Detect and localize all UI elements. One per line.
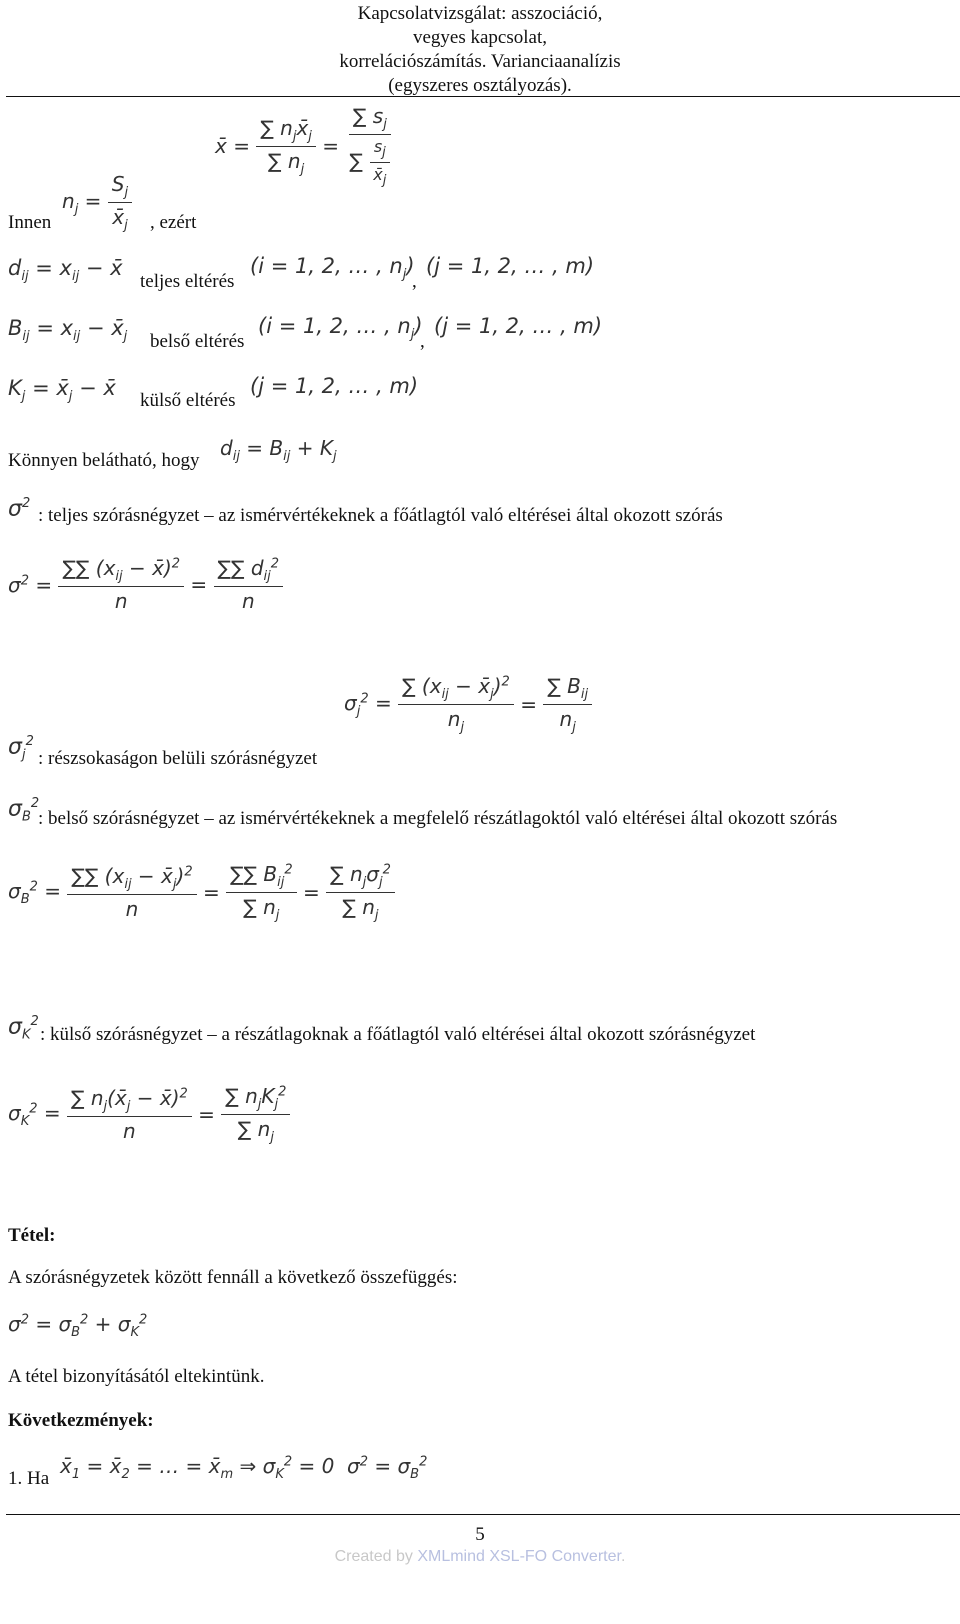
mean-formula: x̄ = $\frac{\sum n_jx̄_j}{\sum n_j}$ = ∑ $s_j$ ∑ $\frac{s_j}{x̄_j}$ bbox=[215, 104, 394, 188]
bij-range-j: (j = 1, 2, … , m) bbox=[434, 314, 603, 338]
konnyen-text: Könnyen belátható, hogy bbox=[8, 450, 200, 471]
header-line-4: (egyszeres osztályozás). bbox=[388, 75, 572, 96]
sigma-k2-symbol: $\sigma_K^2$ bbox=[8, 1014, 39, 1043]
credit-brand-link[interactable]: XMLmind XSL-FO Converter bbox=[417, 1548, 621, 1565]
sigma-k2-formula: $\sigma_K^2$ = $\frac{\sum n_j(x̄_j - x̄)^2}{n}$ = $\frac{\sum n_jK_j^2}{\sum n_j}$ bbox=[8, 1084, 290, 1145]
kovetkezmenyek-heading: Következmények: bbox=[8, 1410, 154, 1431]
teljes-elteres-label: teljes eltérés bbox=[140, 271, 235, 292]
belso-elteres-label: belső eltérés bbox=[150, 331, 245, 352]
item-1-formula: $x̄_1$ = $x̄_2$ = … = $x̄_m$ ⇒ $\sigma_K^2 = 0$ $\sigma^2 = \sigma_B^2$ bbox=[60, 1454, 428, 1482]
comma-2: , bbox=[420, 331, 425, 352]
header-line-3: korrelációszámítás. Varianciaanalízis bbox=[339, 51, 621, 72]
credit-prefix: Created by bbox=[334, 1548, 418, 1565]
kj-range-j: (j = 1, 2, … , m) bbox=[250, 374, 419, 398]
sigma-b2-formula: $\sigma_B^2$ = $\frac{\sum\sum (x_{ij} - x̄_j)^2}{n}$ = $\frac{\sum\sum B_{ij}^2}{\sum n_j}$ = $\frac{\sum n_j\sigma_j^2}{\sum n_j}$ bbox=[8, 862, 395, 923]
page-header bbox=[0, 2, 960, 98]
bij-formula: $B_{ij} = x_{ij}$ − $x̄_j$ bbox=[8, 316, 128, 345]
nj-formula: $n_j$ = $\frac{S_j}{x̄_j}$ bbox=[62, 172, 132, 233]
sigma2-definition: : teljes szórásnégyzet – az ismérvértékeknek a főátlagtól való eltérései által okozott szórás bbox=[38, 505, 723, 526]
innen-text: Innen bbox=[8, 212, 52, 233]
credit-suffix: . bbox=[620, 1548, 626, 1565]
kj-formula: $K_j$ = $x̄_j$ − x̄ bbox=[8, 376, 116, 405]
tetel-heading: Tétel: bbox=[8, 1225, 56, 1246]
sigma-j2-formula: $\sigma_j^2$ = $\frac{\sum (x_{ij} - x̄_j)^2}{n_j}$ = $\frac{\sum B_{ij}}{n_j}$ bbox=[344, 674, 592, 735]
proof-text: A tétel bizonyításától eltekintünk. bbox=[8, 1366, 265, 1387]
header-line-2: vegyes kapcsolat, bbox=[412, 27, 547, 48]
ezert-text: , ezért bbox=[150, 212, 197, 233]
variance-decomposition-formula: $\sigma^2 = \sigma_B^2 + \sigma_K^2$ bbox=[8, 1312, 148, 1340]
sigma-j2-symbol: $\sigma_j^2$ bbox=[8, 734, 34, 763]
dij-formula: $d_{ij} = x_{ij}$ − x̄ bbox=[8, 256, 123, 285]
item-1-label: 1. Ha bbox=[8, 1468, 50, 1489]
footer-credit bbox=[0, 1548, 960, 1566]
dij-range-j: (j = 1, 2, … , m) bbox=[426, 254, 595, 278]
sigma2-symbol: $\sigma^2$ bbox=[8, 496, 31, 522]
bij-range-i: (i = 1, 2, … , $n_j$) bbox=[258, 314, 423, 343]
decomposition-formula: $d_{ij} = B_{ij} + K_j$ bbox=[220, 436, 337, 464]
sigma-k2-definition: : külső szórásnégyzet – a részátlagoknak a főátlagtól való eltérései által okozott szórásnégyzet bbox=[40, 1024, 756, 1045]
sigma2-formula: $\sigma^2$ = $\frac{\sum\sum (x_{ij} - x̄)^2}{n}$ = $\frac{\sum\sum d_{ij}^2}{n}$ bbox=[8, 556, 283, 613]
header-line-1: Kapcsolatvizsgálat: asszociáció, bbox=[357, 3, 603, 24]
footer-rule bbox=[6, 1514, 960, 1515]
page-number: 5 bbox=[475, 1524, 485, 1545]
tetel-text: A szórásnégyzetek között fennáll a következő összefüggés: bbox=[8, 1267, 458, 1288]
sigma-b2-symbol: $\sigma_B^2$ bbox=[8, 796, 40, 825]
dij-range-i: (i = 1, 2, … , $n_j$) bbox=[250, 254, 415, 283]
sigma-b2-definition: : belső szórásnégyzet – az ismérvértékeknek a megfelelő részátlagoktól való eltérései által okozott szórás bbox=[38, 808, 838, 829]
kulso-elteres-label: külső eltérés bbox=[140, 390, 236, 411]
sigma-j2-definition: : részsokaságon belüli szórásnégyzet bbox=[38, 748, 318, 769]
comma-1: , bbox=[412, 271, 417, 292]
header-rule bbox=[6, 96, 960, 97]
